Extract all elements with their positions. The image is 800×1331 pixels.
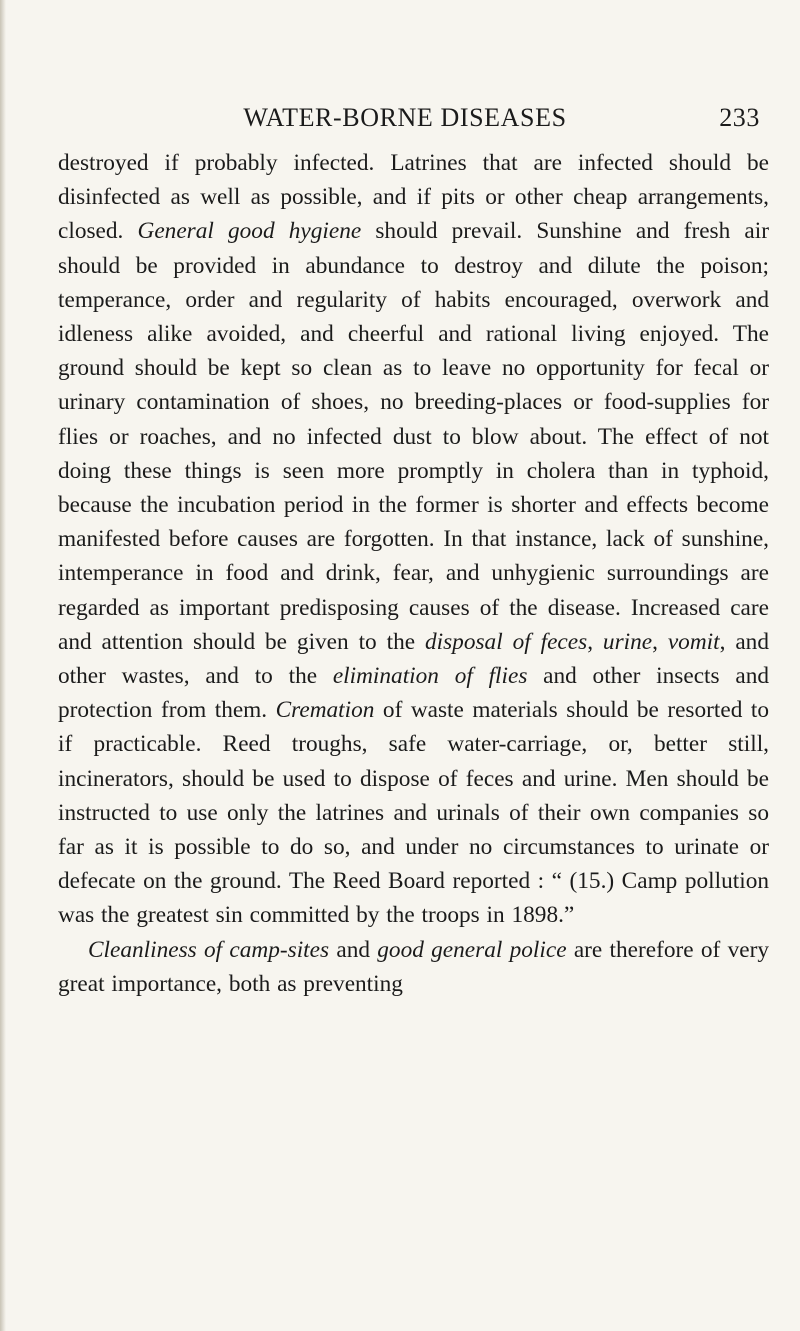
page-number: 233	[719, 103, 760, 132]
text-segment: and other insects and protection from them.	[58, 663, 769, 724]
text-segment: , and other wastes, and to the	[58, 628, 769, 690]
body-text	[58, 146, 769, 1001]
italic-phrase-elimination-of-flies: elimination of flies	[332, 663, 528, 690]
text-segment: are therefore of very great importance, both as preventing	[58, 936, 769, 997]
text-segment: and	[329, 936, 378, 963]
page-edge-shadow	[0, 0, 6, 1331]
text-segment: ,	[587, 628, 603, 655]
text-segment: should prevail. Sunshine and fresh air should be provided in abundance to destroy and dilute the poison; temperance, order and regularity of habits encouraged, overwork and idleness alike avoided, and cheerful and rational living enjoyed. The ground should be kept so clean as to leave no opportunity for fecal or urinary contamination of shoes, no breeding-places or food-supplies for flies or roaches, and no infected dust to blow about. The effect of not doing these things is seen more promptly in cholera than in typhoid, because the incubation period in the former is shorter and effects become manifested before causes are forgotten. In that instance, lack of sunshine, intemperance in food and drink, fear, and unhygienic surroundings are regarded as important predisposing causes of the disease. Increased care and attention should be given to the	[58, 218, 769, 655]
paragraph-1	[58, 146, 769, 933]
text-segment: of waste materials should be resorted to if practicable. Reed troughs, safe water-carriage, or, better still, incinerators, should be used to dispose of feces and urine. Men should be instructed to use only the latrines and urinals of their own companies so far as it is possible to do so, and under no circumstances to urinate or defecate on the ground. The Reed Board reported : “ (15.) Camp pollution was the greatest sin committed by the troops in 1898.”	[58, 697, 769, 929]
italic-phrase-vomit: vomit	[667, 628, 720, 655]
italic-phrase-good-general-police: good general police	[377, 936, 567, 963]
italic-phrase-urine: urine	[602, 628, 653, 655]
paragraph-2	[58, 933, 769, 1001]
running-head	[50, 103, 760, 137]
text-segment: ,	[652, 628, 668, 655]
running-title: WATER-BORNE DISEASES	[243, 103, 567, 132]
italic-phrase-cleanliness-of-camp-sites: Cleanliness of camp-sites	[88, 936, 330, 963]
italic-phrase-general-good-hygiene: General good hygiene	[137, 218, 362, 245]
italic-phrase-cremation: Cremation	[275, 697, 375, 724]
text-segment: destroyed if probably infected. Latrines that are infected should be disinfected as well as possible, and if pits or other cheap arrangements, closed.	[58, 150, 769, 245]
italic-phrase-disposal-of-feces: disposal of feces	[425, 628, 588, 655]
